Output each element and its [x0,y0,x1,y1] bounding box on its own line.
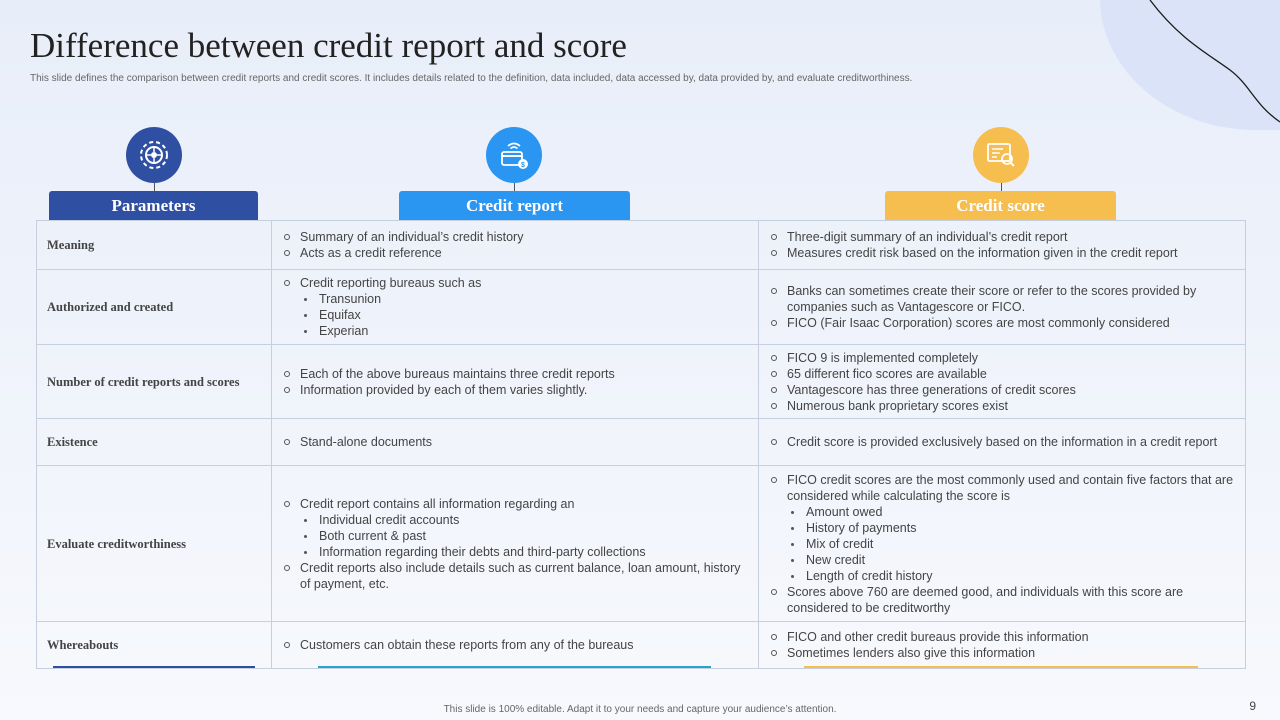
list-item: Customers can obtain these reports from any of the bureaus [282,637,748,653]
list-item: Three-digit summary of an individual’s credit report [769,229,1235,245]
list-item-text: FICO credit scores are the most commonly used and contain five factors that are considered while calculating the score is [787,472,1234,503]
list-item: FICO (Fair Isaac Corporation) scores are most commonly considered [769,315,1235,331]
list-item: Stand-alone documents [282,434,748,450]
credit-report-underline [318,666,711,668]
credit-report-stem [514,183,515,191]
list-item: Each of the above bureaus maintains three credit reports [282,366,748,382]
credit-report-cell [272,221,759,270]
credit-report-icon-circle [486,127,542,183]
row-label: Authorized and created [37,270,272,345]
list-item: Numerous bank proprietary scores exist [769,398,1235,414]
table-row-existence [37,419,1246,466]
sub-list-item: History of payments [787,520,1235,536]
credit-score-cell [759,466,1246,622]
gear-network-icon [136,137,172,173]
list-item [769,472,1235,584]
sub-list-item: Information regarding their debts and third-party collections [300,544,748,560]
footer-note: This slide is 100% editable. Adapt it to your needs and capture your audience’s attention. [443,704,837,715]
list-item: Acts as a credit reference [282,245,748,261]
list-item: Measures credit risk based on the information given in the credit report [769,245,1235,261]
list-item: Banks can sometimes create their score or refer to the scores provided by companies such as Vantagescore or FICO. [769,283,1235,315]
row-label: Evaluate creditworthiness [37,466,272,622]
list-item: Credit reports also include details such as current balance, loan amount, history of payment, etc. [282,560,748,592]
sub-list-item: Experian [300,323,748,339]
row-label: Number of credit reports and scores [37,345,272,419]
sub-list-item: Transunion [300,291,748,307]
row-label: Whereabouts [37,622,272,669]
credit-report-cell [272,466,759,622]
row-label: Existence [37,419,272,466]
sub-list-item: Amount owed [787,504,1235,520]
credit-score-cell [759,345,1246,419]
table-row-number [37,345,1246,419]
list-item: Information provided by each of them varies slightly. [282,382,748,398]
list-item: Scores above 760 are deemed good, and individuals with this score are considered to be creditworthy [769,584,1235,616]
credit-score-stem [1001,183,1002,191]
parameters-underline [53,666,255,668]
sub-list-item: Length of credit history [787,568,1235,584]
sub-list-item: Individual credit accounts [300,512,748,528]
list-item: Summary of an individual’s credit history [282,229,748,245]
comparison-table [36,220,1246,669]
sub-list-item: Mix of credit [787,536,1235,552]
credit-score-cell [759,270,1246,345]
credit-report-cell [272,270,759,345]
table-row-meaning [37,221,1246,270]
credit-score-cell [759,622,1246,669]
list-item: Vantagescore has three generations of credit scores [769,382,1235,398]
table-row-whereabouts [37,622,1246,669]
credit-report-cell [272,419,759,466]
credit-report-cell [272,622,759,669]
page-number: 9 [1249,699,1256,713]
credit-report-cell [272,345,759,419]
list-item-text: Credit report contains all information regarding an [300,496,575,511]
credit-score-cell [759,221,1246,270]
table-row-evaluate [37,466,1246,622]
sub-list-item: Both current & past [300,528,748,544]
corner-curve-line [1140,0,1280,125]
list-item-text: Credit reporting bureaus such as [300,276,482,290]
credit-score-cell [759,419,1246,466]
row-label: Meaning [37,221,272,270]
list-item: 65 different fico scores are available [769,366,1235,382]
page-subtitle: This slide defines the comparison between credit reports and credit scores. It includes details related to the definition, data included, data accessed by, data provided by, and evaluate creditworthiness. [30,73,913,84]
list-item [282,275,748,339]
list-item: Sometimes lenders also give this information [769,645,1235,661]
parameters-icon-circle [126,127,182,183]
table-row-authorized [37,270,1246,345]
credit-score-header: Credit score [885,191,1116,220]
svg-text:$: $ [521,162,525,169]
credit-report-header: Credit report [399,191,630,220]
parameters-stem [154,183,155,191]
list-item [282,496,748,560]
sub-list-item: Equifax [300,307,748,323]
list-item: FICO and other credit bureaus provide this information [769,629,1235,645]
credit-score-underline [804,666,1198,668]
credit-score-icon-circle [973,127,1029,183]
page-title: Difference between credit report and score [30,26,627,65]
list-item: FICO 9 is implemented completely [769,350,1235,366]
score-document-icon [983,137,1019,173]
list-item: Credit score is provided exclusively based on the information in a credit report [769,434,1235,450]
parameters-header: Parameters [49,191,258,220]
credit-card-wifi-icon [496,137,532,173]
sub-list-item: New credit [787,552,1235,568]
